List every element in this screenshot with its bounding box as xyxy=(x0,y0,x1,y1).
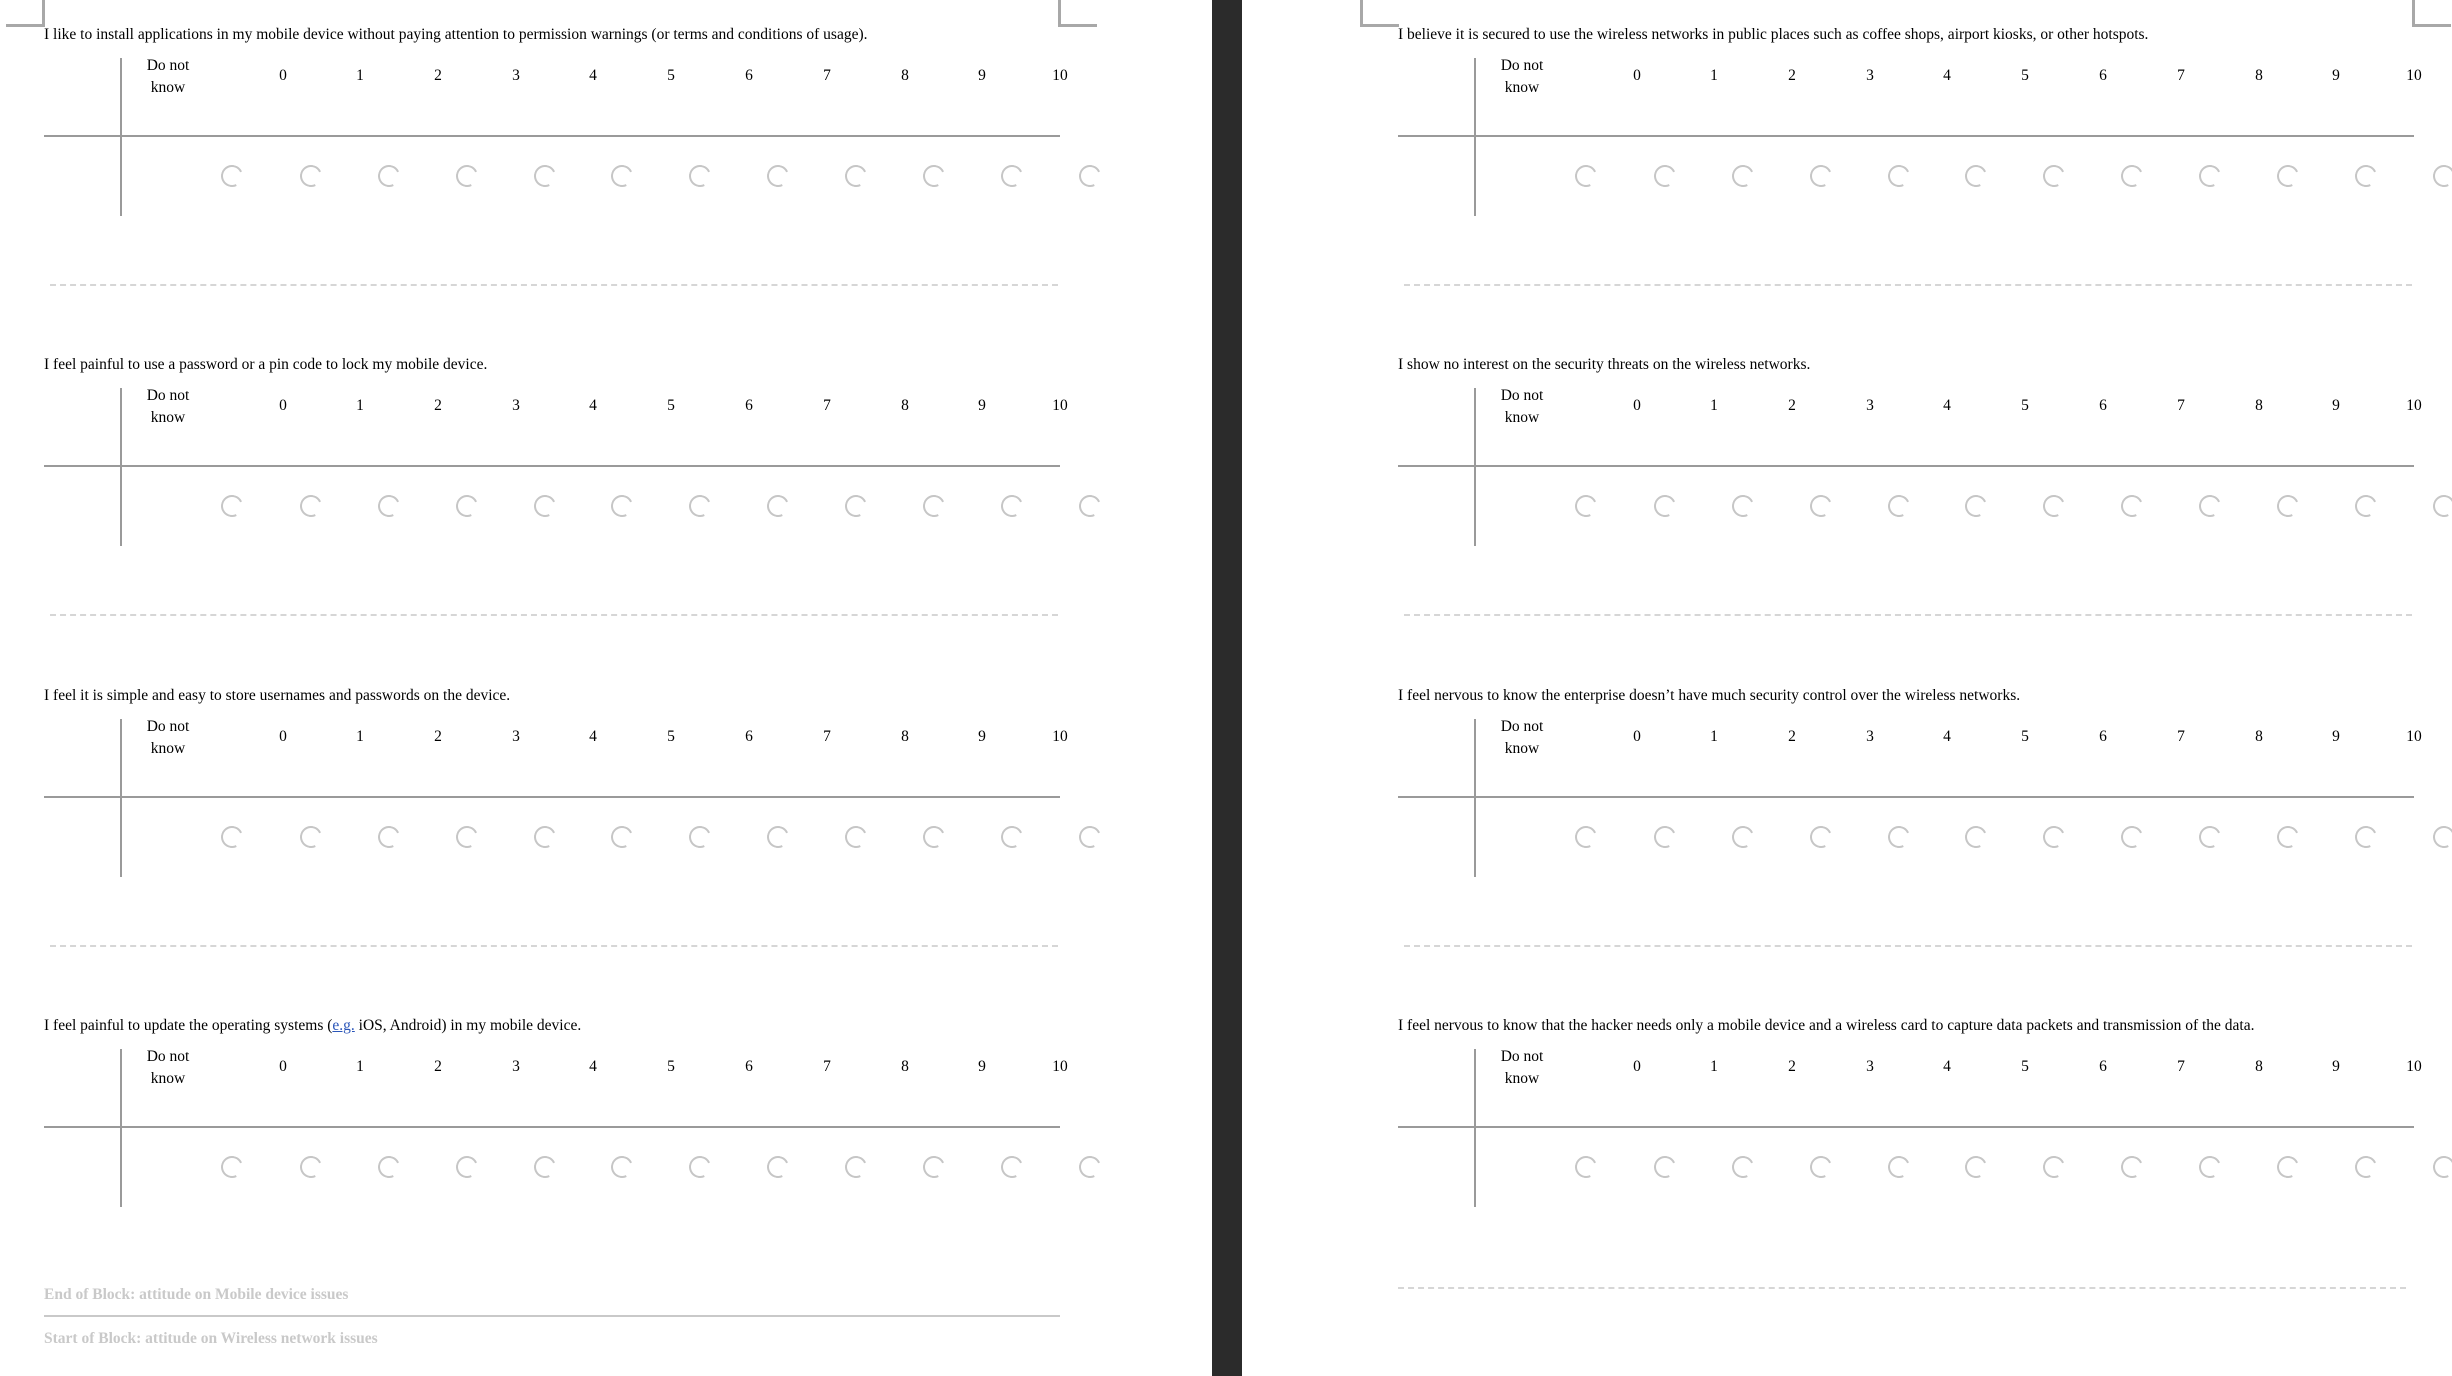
radio-option[interactable] xyxy=(1651,162,1679,190)
do-not-know-label-line: know xyxy=(1504,1070,1540,1087)
scale-label: 0 xyxy=(1633,728,1641,745)
radio-option[interactable] xyxy=(375,162,403,190)
scale-label: 3 xyxy=(512,67,520,84)
radio-option[interactable] xyxy=(297,492,325,520)
scale-label: 8 xyxy=(901,728,909,745)
radio-option[interactable] xyxy=(2274,823,2302,851)
scale-label: 9 xyxy=(2332,1058,2340,1075)
do-not-know-label-line: Do not xyxy=(146,1048,190,1065)
radio-option[interactable] xyxy=(1729,492,1757,520)
scale-label: 8 xyxy=(2255,67,2263,84)
radio-option[interactable] xyxy=(1885,823,1913,851)
radio-option[interactable] xyxy=(686,823,714,851)
do-not-know-label-line: Do not xyxy=(146,718,190,735)
question-block xyxy=(44,687,1074,997)
grid-horizontal-line xyxy=(1398,1126,2414,1128)
scale-label: 10 xyxy=(2406,397,2422,414)
radio-option[interactable] xyxy=(920,1153,948,1181)
radio-option[interactable] xyxy=(764,492,792,520)
radio-option[interactable] xyxy=(1962,492,1990,520)
question-text: I show no interest on the security threats on the wireless networks. xyxy=(1398,356,1811,373)
scale-label: 0 xyxy=(279,728,287,745)
scale-label: 3 xyxy=(512,1058,520,1075)
question-text: I believe it is secured to use the wireless networks in public places such as coffee shops, airport kiosks, or other hotspots. xyxy=(1398,26,2149,43)
scale-label: 7 xyxy=(2177,1058,2185,1075)
radio-option[interactable] xyxy=(764,823,792,851)
radio-option[interactable] xyxy=(920,492,948,520)
scale-label: 2 xyxy=(434,67,442,84)
scale-label: 8 xyxy=(2255,728,2263,745)
radio-option[interactable] xyxy=(1885,492,1913,520)
do-not-know-label-line: Do not xyxy=(1500,387,1544,404)
question-text: I feel painful to use a password or a pin code to lock my mobile device. xyxy=(44,356,488,373)
do-not-know-label-line: Do not xyxy=(1500,57,1544,74)
radio-option[interactable] xyxy=(375,823,403,851)
question-text xyxy=(44,1017,581,1035)
scale-label: 7 xyxy=(2177,397,2185,414)
start-of-block-label: Start of Block: attitude on Wireless network issues xyxy=(44,1330,378,1347)
do-not-know-label xyxy=(142,716,194,760)
scale-label: 8 xyxy=(2255,1058,2263,1075)
radio-option[interactable] xyxy=(1885,1153,1913,1181)
scale-label: 1 xyxy=(356,397,364,414)
scale-label: 6 xyxy=(2099,397,2107,414)
scale-label: 8 xyxy=(2255,397,2263,414)
crop-mark xyxy=(6,0,45,27)
do-not-know-label xyxy=(1496,716,1548,760)
scale-label: 5 xyxy=(667,728,675,745)
do-not-know-label xyxy=(1496,55,1548,99)
grid-horizontal-line xyxy=(1398,465,2414,467)
do-not-know-label xyxy=(1496,1046,1548,1090)
scale-label: 10 xyxy=(2406,728,2422,745)
scale-label: 6 xyxy=(745,728,753,745)
radio-option[interactable] xyxy=(2196,162,2224,190)
question-block xyxy=(1398,26,2428,336)
radio-option[interactable] xyxy=(2118,1153,2146,1181)
scale-label: 4 xyxy=(1943,728,1951,745)
grid-horizontal-line xyxy=(44,796,1060,798)
scale-label: 9 xyxy=(978,397,986,414)
do-not-know-label xyxy=(142,385,194,429)
radio-option[interactable] xyxy=(2274,492,2302,520)
radio-option[interactable] xyxy=(1885,162,1913,190)
question-text: I feel nervous to know that the hacker needs only a mobile device and a wireless card to capture data packets and transmission of the data. xyxy=(1398,1017,2255,1034)
question-block xyxy=(44,1017,1074,1327)
radio-do-not-know[interactable] xyxy=(218,823,246,851)
scale-label: 5 xyxy=(2021,67,2029,84)
question-text: I like to install applications in my mobile device without paying attention to permission warnings (or terms and conditions of usage). xyxy=(44,26,868,43)
radio-do-not-know[interactable] xyxy=(218,162,246,190)
do-not-know-label-line: know xyxy=(150,1070,186,1087)
radio-option[interactable] xyxy=(920,823,948,851)
do-not-know-label-line: Do not xyxy=(146,387,190,404)
scale-label: 8 xyxy=(901,1058,909,1075)
do-not-know-label xyxy=(142,1046,194,1090)
scale-label: 6 xyxy=(2099,1058,2107,1075)
scale-label: 3 xyxy=(1866,728,1874,745)
radio-option[interactable] xyxy=(686,162,714,190)
radio-option[interactable] xyxy=(764,162,792,190)
radio-option[interactable] xyxy=(1729,162,1757,190)
scale-label: 4 xyxy=(1943,1058,1951,1075)
question-separator xyxy=(1398,1287,2406,1289)
radio-option[interactable] xyxy=(2118,823,2146,851)
radio-option[interactable] xyxy=(453,162,481,190)
scale-label: 10 xyxy=(1052,67,1068,84)
radio-option[interactable] xyxy=(2352,823,2380,851)
scale-label: 2 xyxy=(434,397,442,414)
scale-label: 3 xyxy=(1866,1058,1874,1075)
question-block xyxy=(44,26,1074,336)
radio-option[interactable] xyxy=(1651,823,1679,851)
do-not-know-label-line: know xyxy=(1504,740,1540,757)
scale-label: 10 xyxy=(2406,67,2422,84)
scale-label: 4 xyxy=(589,397,597,414)
radio-option[interactable] xyxy=(1807,823,1835,851)
scale-label: 7 xyxy=(823,728,831,745)
question-separator xyxy=(50,614,1058,616)
scale-label: 5 xyxy=(2021,397,2029,414)
scale-label: 6 xyxy=(745,397,753,414)
radio-option[interactable] xyxy=(1729,1153,1757,1181)
radio-option[interactable] xyxy=(2040,162,2068,190)
scale-label: 4 xyxy=(589,728,597,745)
scale-label: 5 xyxy=(667,1058,675,1075)
radio-option[interactable] xyxy=(2040,1153,2068,1181)
grid-vertical-line xyxy=(1474,719,1476,877)
question-separator xyxy=(50,945,1058,947)
radio-option[interactable] xyxy=(1651,1153,1679,1181)
radio-option[interactable] xyxy=(531,162,559,190)
scale-label: 9 xyxy=(2332,67,2340,84)
scale-label: 1 xyxy=(1710,1058,1718,1075)
scale-label: 9 xyxy=(978,67,986,84)
radio-option[interactable] xyxy=(842,162,870,190)
scale-label: 4 xyxy=(589,1058,597,1075)
question-separator xyxy=(1404,614,2412,616)
scale-label: 9 xyxy=(978,1058,986,1075)
scale-label: 10 xyxy=(1052,728,1068,745)
scale-label: 9 xyxy=(2332,728,2340,745)
radio-option[interactable] xyxy=(998,492,1026,520)
radio-option[interactable] xyxy=(842,823,870,851)
radio-option[interactable] xyxy=(2352,492,2380,520)
scale-label: 4 xyxy=(1943,67,1951,84)
scale-label: 10 xyxy=(1052,1058,1068,1075)
scale-label: 10 xyxy=(2406,1058,2422,1075)
grid-horizontal-line xyxy=(1398,135,2414,137)
radio-option[interactable] xyxy=(2352,1153,2380,1181)
radio-option[interactable] xyxy=(375,1153,403,1181)
scale-label: 6 xyxy=(745,67,753,84)
scale-label: 1 xyxy=(356,67,364,84)
grid-horizontal-line xyxy=(44,1126,1060,1128)
radio-option[interactable] xyxy=(2040,823,2068,851)
radio-option[interactable] xyxy=(297,823,325,851)
scale-label: 5 xyxy=(2021,1058,2029,1075)
do-not-know-label xyxy=(1496,385,1548,429)
radio-option[interactable] xyxy=(453,492,481,520)
question-text-part: iOS, Android) in my mobile device. xyxy=(354,1017,582,1034)
scale-label: 9 xyxy=(978,728,986,745)
radio-option[interactable] xyxy=(1962,823,1990,851)
radio-option[interactable] xyxy=(1729,823,1757,851)
do-not-know-label xyxy=(142,55,194,99)
scale-label: 5 xyxy=(667,397,675,414)
grid-vertical-line xyxy=(1474,1049,1476,1207)
scale-label: 0 xyxy=(1633,1058,1641,1075)
radio-option[interactable] xyxy=(531,1153,559,1181)
radio-option[interactable] xyxy=(608,1153,636,1181)
question-text-part: I feel painful to update the operating systems ( xyxy=(44,1017,333,1034)
radio-option[interactable] xyxy=(2352,162,2380,190)
radio-option[interactable] xyxy=(842,1153,870,1181)
scale-label: 3 xyxy=(1866,397,1874,414)
grid-horizontal-line xyxy=(1398,796,2414,798)
scale-label: 6 xyxy=(745,1058,753,1075)
do-not-know-label-line: Do not xyxy=(1500,718,1544,735)
radio-option[interactable] xyxy=(2118,492,2146,520)
do-not-know-label-line: know xyxy=(1504,79,1540,96)
grid-horizontal-line xyxy=(44,135,1060,137)
radio-do-not-know[interactable] xyxy=(218,492,246,520)
scale-label: 2 xyxy=(1788,67,1796,84)
question-separator xyxy=(1404,945,2412,947)
scale-label: 6 xyxy=(2099,728,2107,745)
scale-label: 2 xyxy=(1788,728,1796,745)
radio-option[interactable] xyxy=(2118,162,2146,190)
question-text: I feel nervous to know the enterprise doesn’t have much security control over the wireless networks. xyxy=(1398,687,2021,704)
radio-option[interactable] xyxy=(1807,162,1835,190)
question-block xyxy=(44,356,1074,666)
scale-label: 2 xyxy=(1788,1058,1796,1075)
radio-option[interactable] xyxy=(2274,162,2302,190)
scale-label: 1 xyxy=(356,728,364,745)
radio-option[interactable] xyxy=(608,162,636,190)
radio-do-not-know[interactable] xyxy=(1572,823,1600,851)
scale-label: 1 xyxy=(356,1058,364,1075)
page-divider xyxy=(1212,0,1242,1376)
grid-vertical-line xyxy=(120,719,122,877)
radio-option[interactable] xyxy=(453,823,481,851)
do-not-know-label-line: Do not xyxy=(146,57,190,74)
scale-label: 0 xyxy=(279,397,287,414)
crop-mark xyxy=(1360,0,1399,27)
radio-do-not-know[interactable] xyxy=(1572,162,1600,190)
end-of-block-label: End of Block: attitude on Mobile device issues xyxy=(44,1286,349,1303)
radio-option[interactable] xyxy=(375,492,403,520)
scale-label: 3 xyxy=(1866,67,1874,84)
question-block xyxy=(1398,687,2428,997)
radio-option[interactable] xyxy=(297,162,325,190)
scale-label: 0 xyxy=(279,1058,287,1075)
grid-horizontal-line xyxy=(44,465,1060,467)
radio-option[interactable] xyxy=(1807,1153,1835,1181)
radio-option[interactable] xyxy=(531,823,559,851)
scale-label: 2 xyxy=(1788,397,1796,414)
radio-option[interactable] xyxy=(998,1153,1026,1181)
question-separator xyxy=(1404,284,2412,286)
radio-do-not-know[interactable] xyxy=(1572,1153,1600,1181)
grid-vertical-line xyxy=(120,1049,122,1207)
radio-option[interactable] xyxy=(531,492,559,520)
radio-option[interactable] xyxy=(297,1153,325,1181)
question-block xyxy=(1398,1017,2428,1327)
scale-label: 8 xyxy=(901,397,909,414)
radio-option[interactable] xyxy=(998,162,1026,190)
scale-label: 8 xyxy=(901,67,909,84)
scale-label: 10 xyxy=(1052,397,1068,414)
scale-label: 2 xyxy=(434,728,442,745)
scale-label: 0 xyxy=(1633,397,1641,414)
radio-option[interactable] xyxy=(686,492,714,520)
radio-option[interactable] xyxy=(608,823,636,851)
radio-option[interactable] xyxy=(1962,162,1990,190)
scale-label: 4 xyxy=(589,67,597,84)
radio-option[interactable] xyxy=(920,162,948,190)
radio-option[interactable] xyxy=(998,823,1026,851)
scale-label: 7 xyxy=(2177,728,2185,745)
scale-label: 4 xyxy=(1943,397,1951,414)
eg-link[interactable]: e.g. xyxy=(332,1017,355,1034)
do-not-know-label-line: know xyxy=(150,740,186,757)
grid-vertical-line xyxy=(120,388,122,546)
crop-mark xyxy=(1058,0,1097,27)
radio-option[interactable] xyxy=(2196,823,2224,851)
radio-option[interactable] xyxy=(2196,1153,2224,1181)
do-not-know-label-line: know xyxy=(150,79,186,96)
scale-label: 7 xyxy=(2177,67,2185,84)
radio-option[interactable] xyxy=(1651,492,1679,520)
radio-option[interactable] xyxy=(764,1153,792,1181)
scale-label: 3 xyxy=(512,728,520,745)
radio-option[interactable] xyxy=(2274,1153,2302,1181)
scale-label: 1 xyxy=(1710,397,1718,414)
radio-do-not-know[interactable] xyxy=(218,1153,246,1181)
scale-label: 7 xyxy=(823,397,831,414)
radio-option[interactable] xyxy=(608,492,636,520)
scale-label: 3 xyxy=(512,397,520,414)
block-divider xyxy=(44,1315,1060,1317)
do-not-know-label-line: know xyxy=(150,409,186,426)
scale-label: 1 xyxy=(1710,67,1718,84)
radio-option[interactable] xyxy=(842,492,870,520)
radio-option[interactable] xyxy=(2196,492,2224,520)
question-block xyxy=(1398,356,2428,666)
scale-label: 9 xyxy=(2332,397,2340,414)
question-text: I feel it is simple and easy to store usernames and passwords on the device. xyxy=(44,687,511,704)
scale-label: 5 xyxy=(2021,728,2029,745)
scale-label: 6 xyxy=(2099,67,2107,84)
radio-option[interactable] xyxy=(1807,492,1835,520)
scale-label: 2 xyxy=(434,1058,442,1075)
scale-label: 1 xyxy=(1710,728,1718,745)
do-not-know-label-line: Do not xyxy=(1500,1048,1544,1065)
radio-option[interactable] xyxy=(453,1153,481,1181)
do-not-know-label-line: know xyxy=(1504,409,1540,426)
radio-option[interactable] xyxy=(1962,1153,1990,1181)
scale-label: 7 xyxy=(823,1058,831,1075)
scale-label: 0 xyxy=(279,67,287,84)
radio-do-not-know[interactable] xyxy=(1572,492,1600,520)
grid-vertical-line xyxy=(1474,388,1476,546)
scale-label: 0 xyxy=(1633,67,1641,84)
question-separator xyxy=(50,284,1058,286)
crop-mark xyxy=(2412,0,2451,27)
grid-vertical-line xyxy=(1474,58,1476,216)
scale-label: 5 xyxy=(667,67,675,84)
radio-option[interactable] xyxy=(686,1153,714,1181)
grid-vertical-line xyxy=(120,58,122,216)
scale-label: 7 xyxy=(823,67,831,84)
radio-option[interactable] xyxy=(2040,492,2068,520)
